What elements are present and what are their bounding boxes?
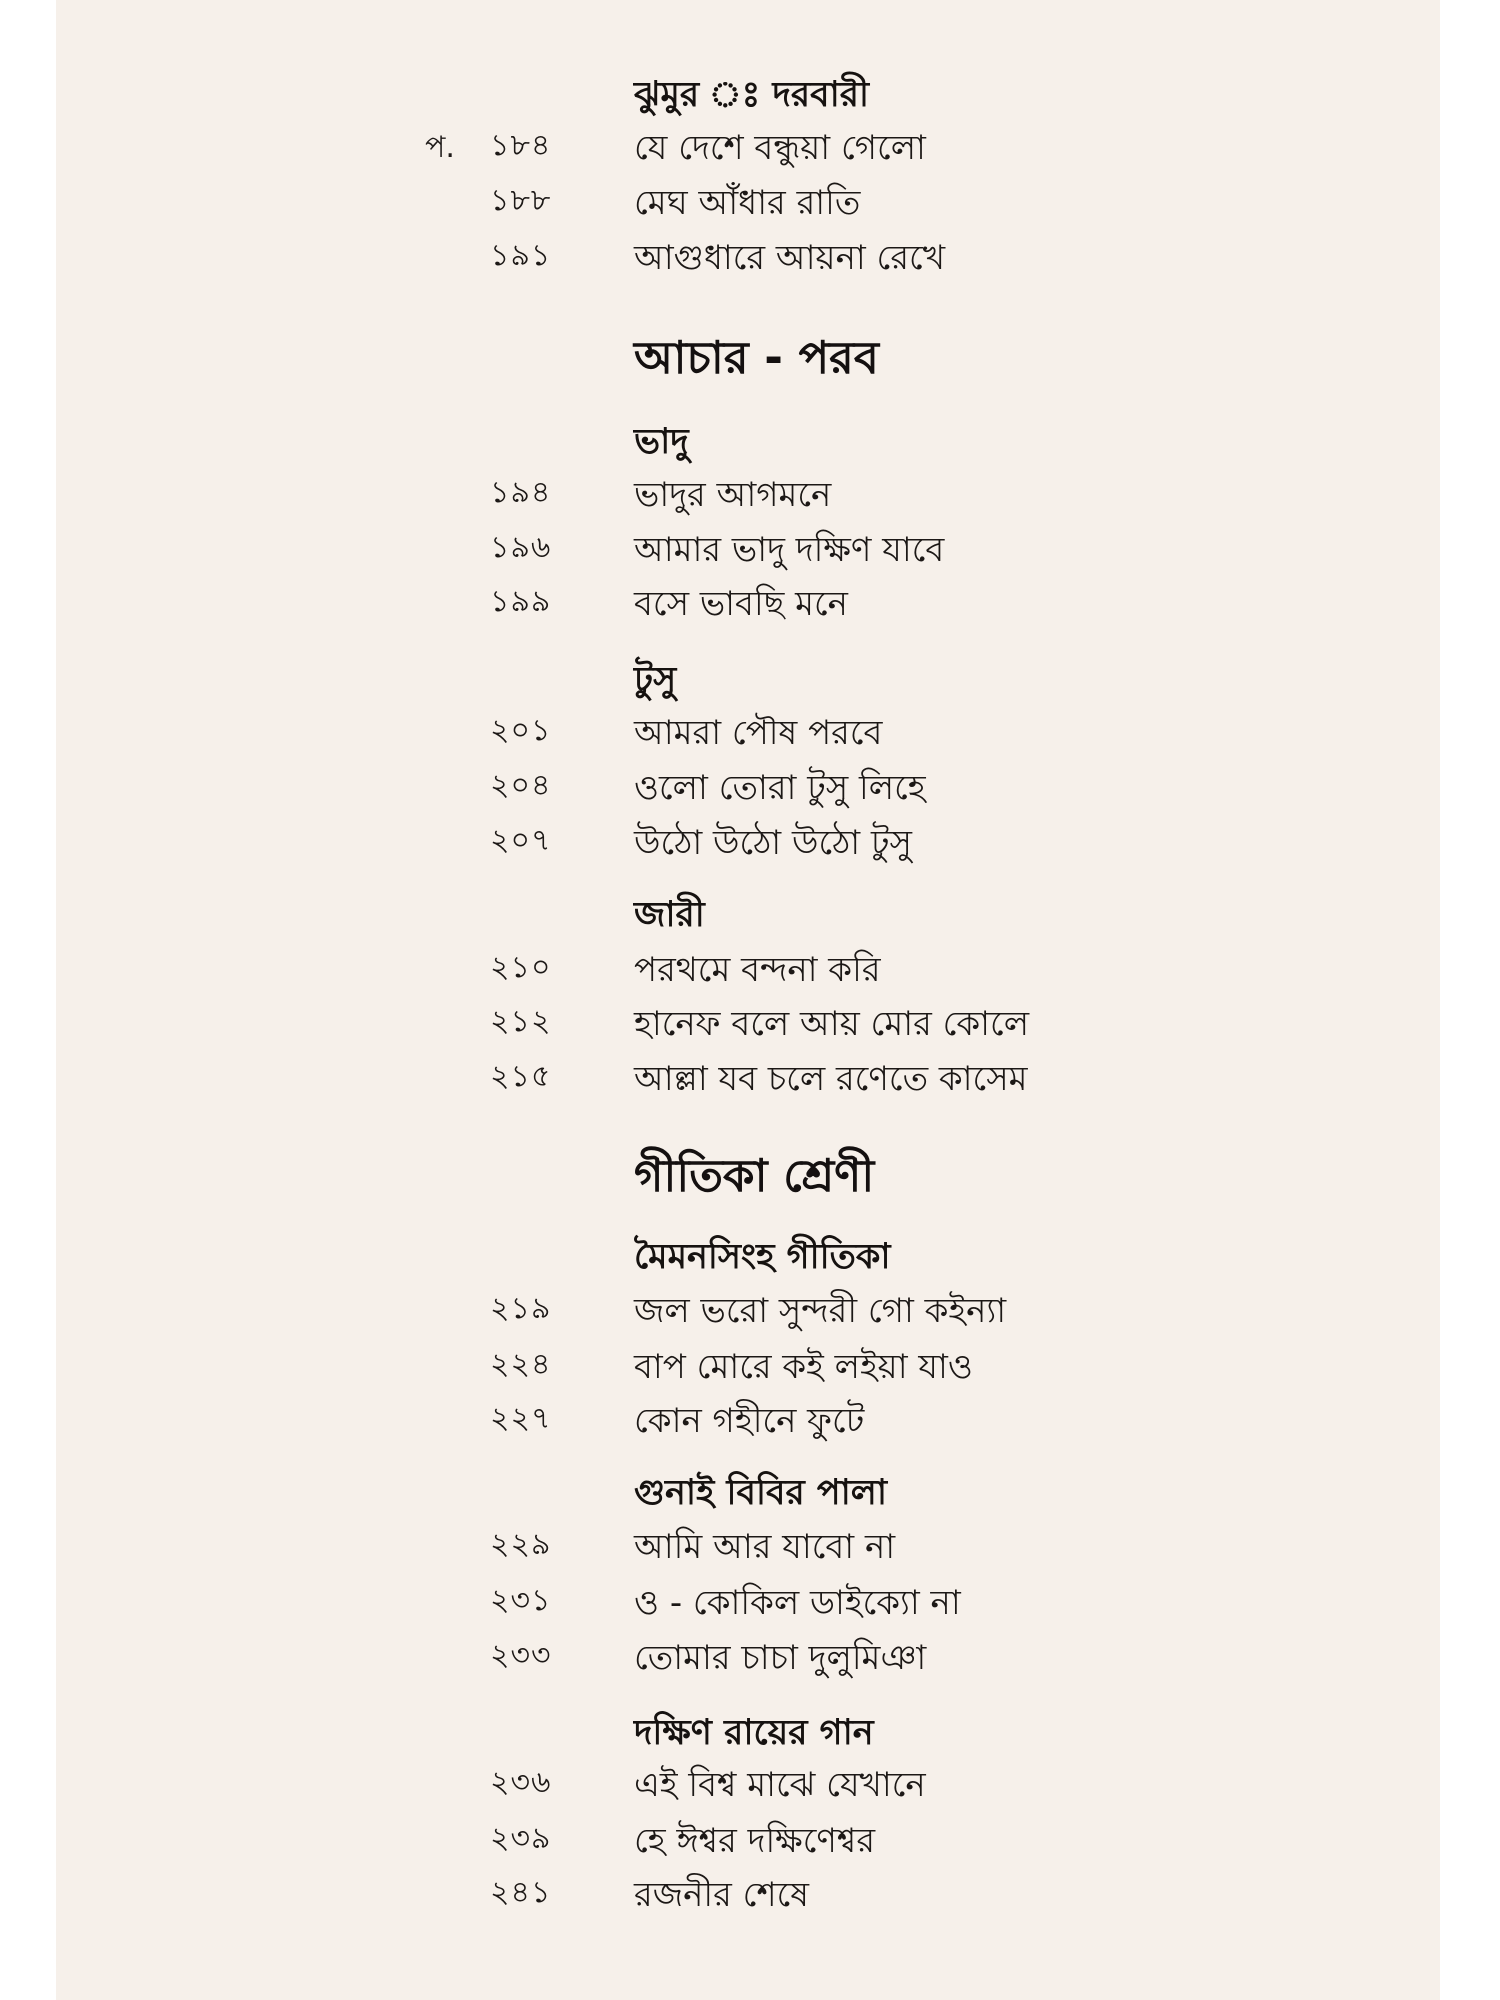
entry-title: ও - কোকিল ডাইক্যো না [634,1583,961,1623]
entry-title: ওলো তোরা টুসু লিহে [634,768,926,808]
section-heading-achar: আচার - পরব [634,331,879,384]
entry-page-number: ২০১ [490,713,552,748]
entry-title: বসে ভাবছি মনে [634,584,848,624]
heading-jhumur: ঝুমুর ঃ দরবারী [634,75,870,115]
entry-page-number: ২৩৬ [490,1765,552,1800]
entry-page-number: ১৯৯ [490,584,552,619]
entry-title: এই বিশ্ব মাঝে যেখানে [634,1765,926,1805]
entry-title: রজনীর শেষে [634,1875,809,1915]
entry-page-number: ২৩১ [490,1583,552,1618]
entry-title: আমরা পৌষ পরবে [634,713,883,753]
entry-title: আমি আর যাবো না [634,1527,896,1567]
entry-page-number: ২২৪ [490,1347,552,1382]
heading-jari: জারী [634,895,705,935]
entry-page-number: ১৮৮ [490,183,552,218]
entry-page-number: ১৮৪ [490,128,552,163]
entry-title: পরথমে বন্দনা করি [634,950,881,990]
entry-title: যে দেশে বন্ধুয়া গেলো [634,128,926,168]
entry-page-number: ২০৭ [490,823,552,858]
entry-title: উঠো উঠো উঠো টুসু [634,823,912,863]
entry-page-number: ১৯১ [490,238,552,273]
entry-title: আমার ভাদু দক্ষিণ যাবে [634,530,945,570]
entry-title: ভাদুর আগমনে [634,475,832,515]
entry-page-number: ২১৫ [490,1059,552,1094]
entry-page-number: ১৯৬ [490,530,552,565]
page-paper [56,0,1440,2000]
section-heading-gitika: গীতিকা শ্রেণী [634,1149,875,1202]
entry-title: আল্লা যব চলে রণেতে কাসেম [634,1059,1028,1099]
entry-page-number: ২২৯ [490,1527,552,1562]
entry-page-number: ২২৭ [490,1401,552,1436]
entry-title: কোন গহীনে ফুটে [634,1401,865,1441]
entry-title: হে ঈশ্বর দক্ষিণেশ্বর [634,1821,876,1861]
heading-bhadu: ভাদু [634,422,689,462]
entry-page-number: ২০৪ [490,768,552,803]
heading-dakshin: দক্ষিণ রায়ের গান [634,1713,874,1753]
entry-title: জল ভরো সুন্দরী গো কইন্যা [634,1291,1007,1331]
page-marker: প. [425,130,455,165]
entry-title: আগুধারে আয়না রেখে [634,238,946,278]
entry-title: বাপ মোরে কই লইয়া যাও [634,1347,973,1387]
entry-page-number: ২৩৯ [490,1821,552,1856]
entry-page-number: ২১০ [490,950,552,985]
entry-title: হানেফ বলে আয় মোর কোলে [634,1004,1030,1044]
entry-page-number: ২১৯ [490,1291,552,1326]
heading-mymensingh: মৈমনসিংহ গীতিকা [634,1237,891,1277]
entry-title: মেঘ আঁধার রাতি [634,183,861,223]
entry-page-number: ১৯৪ [490,475,552,510]
entry-page-number: ২৪১ [490,1875,552,1910]
entry-page-number: ২১২ [490,1004,552,1039]
entry-title: তোমার চাচা দুলুমিঞা [634,1638,927,1678]
entry-page-number: ২৩৩ [490,1638,552,1673]
heading-tusu: টুসু [634,660,677,700]
heading-gunai: গুনাই বিবির পালা [634,1473,888,1513]
